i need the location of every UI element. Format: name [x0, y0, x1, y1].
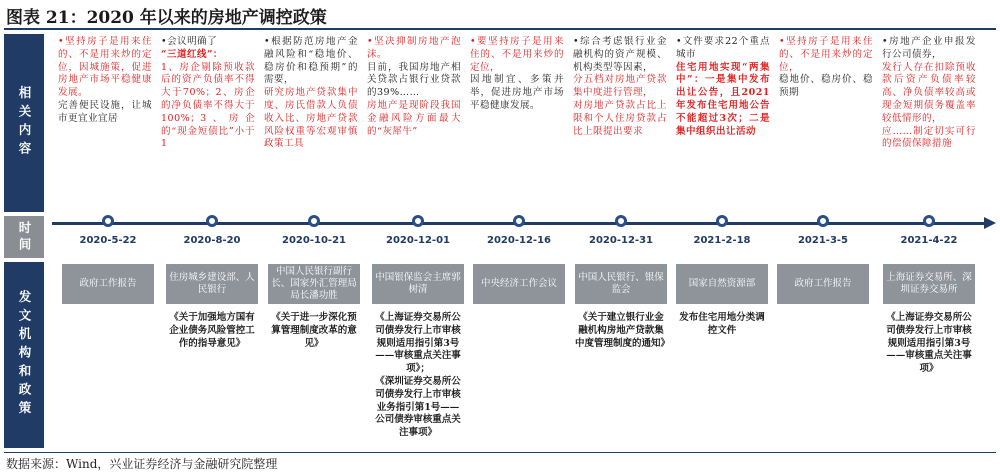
policy-text: 完善便民设施，让城市更宜业宜居: [58, 99, 152, 124]
timeline-date: 2021-4-22: [900, 235, 958, 246]
sidebar-related-label: 相关内容: [4, 34, 44, 212]
issuing-institution: 国家自然资源部: [676, 264, 768, 304]
title-divider: [4, 28, 996, 30]
policy-text: “三道红线”：: [161, 48, 223, 60]
policy-text: 目前，我国房地产相关贷款占银行业贷款的39%……: [367, 61, 461, 99]
policy-text: •坚持房子是用来住的、不是用来炒的定位，因城施策，促进房地产市场平稳健康发展。: [58, 36, 152, 99]
policy-text: 1、房企剔除预收款后的资产负债率不得大于70%；2、房企的净负债率不得大于100%；3、房企的“现金短债比”小于1: [161, 61, 255, 150]
policy-text: 应……制定切实可行的偿债保障措施: [882, 125, 976, 150]
issuing-institution: 中国银保监会主席郭树清: [372, 264, 464, 304]
document-title: 《深圳证券交易所公司债券发行上市审核业务指引第1号——公司债券审核重点关注事项》: [375, 375, 461, 439]
footer-divider: [4, 452, 996, 453]
timeline-date: 2020-12-31: [589, 235, 653, 246]
document-title: 《关于加强地方国有企业债务风险管控工作的指导意见》: [169, 312, 255, 349]
policy-text: •会议明确了: [161, 36, 218, 47]
timeline-node: [817, 215, 829, 227]
policy-text: •坚决抑制房地产泡沫。: [367, 36, 461, 60]
policy-text: •综合考虑银行业金融机构的资产规模、机构类型等因素，: [573, 36, 667, 73]
policy-document: [575, 312, 671, 350]
policy-content: [58, 36, 152, 212]
timeline-node: [513, 215, 525, 227]
policy-text: 分五档对房地产贷款集中度进行管理，: [573, 74, 667, 99]
timeline-node: [716, 215, 728, 227]
policy-text: 稳地价、稳房价、稳预期: [779, 74, 873, 99]
policy-text: 房地产是现阶段我国金融风险方面最大的“灰犀牛”: [367, 99, 461, 137]
policy-text: 研究房地产贷款集中度、房氏借款人负债收入比、房地产贷款风险权重等宏观审慎政策工具: [264, 87, 358, 150]
policy-text: •要坚持房子是用来住的、不是用来炒的定位，: [470, 36, 564, 73]
timeline-arrow-icon: [984, 217, 996, 229]
timeline-node: [102, 215, 114, 227]
source-note: 数据来源：Wind，兴业证券经济与金融研究院整理: [6, 457, 278, 471]
policy-text: 发行人存在扣除预收款后资产负债率较高、净负债率较高或现金短期债务覆盖率较低情形的，: [882, 61, 976, 124]
policy-content: [779, 36, 873, 212]
policy-content: [676, 36, 770, 212]
policy-text: 对房地产贷款占比上限和个人住房贷款占比上限提出要求: [573, 99, 667, 137]
timeline-node: [206, 215, 218, 227]
document-title: 发布住宅用地分类调控文件: [679, 312, 765, 336]
issuing-institution: 中国人民银行副行长、国家外汇管理局局长潘功胜: [268, 264, 360, 304]
document-title: 《上海证券交易所公司债券发行上市审核规则适用指引第3号——审核重点关注事项》；: [375, 312, 461, 375]
timeline-node: [923, 215, 935, 227]
policy-text: •坚持房子是用来住的、不是用来炒的定位，: [779, 36, 873, 73]
issuing-institution: 上海证券交易所、深圳证券交易所: [883, 264, 975, 304]
policy-text: •房地产企业申报发行公司债券，: [882, 36, 976, 60]
timeline-date: 2020-5-22: [79, 235, 137, 246]
policy-content: [470, 36, 564, 212]
policy-content: [161, 36, 255, 212]
issuing-institution: 政府工作报告: [777, 264, 869, 304]
policy-text: 因地制宜、多策并举，促进房地产市场平稳健康发展。: [470, 74, 564, 111]
timeline-date: 2020-12-16: [487, 235, 551, 246]
timeline-node: [615, 215, 627, 227]
policy-document: [676, 312, 768, 338]
issuing-institution: 中央经济工作会议: [473, 264, 565, 304]
document-title: 《关于进一步深化预算管理制度改革的意见》: [271, 312, 357, 349]
policy-document: [166, 312, 258, 350]
sidebar-time-label: 时间: [4, 216, 44, 258]
issuing-institution: 中国人民银行、银保监会: [575, 264, 667, 304]
policy-content: [367, 36, 461, 212]
policy-text: •文件要求22个重点城市: [676, 36, 770, 60]
policy-text: 住宅用地实现“两集中”：一是集中发布出让公告，且2021年发布住宅用地公告不能超过3次；二是集中组织出让活动: [676, 61, 770, 137]
timeline-node: [412, 215, 424, 227]
timeline-node: [308, 215, 320, 227]
policy-content: [264, 36, 358, 212]
document-title: 《关于建立银行业金融机构房地产贷款集中度管理制度的通知》: [575, 312, 671, 349]
sidebar-issuer-label: 发文机构和政策: [4, 262, 44, 448]
timeline-date: 2021-2-18: [693, 235, 751, 246]
policy-content: [573, 36, 667, 212]
timeline-date: 2021-3-5: [797, 235, 849, 246]
issuing-institution: 政府工作报告: [62, 264, 154, 304]
timeline-date: 2020-12-01: [386, 235, 450, 246]
issuing-institution: 住房城乡建设部、人民银行: [166, 264, 258, 304]
policy-document: [883, 312, 975, 376]
document-title: 《上海证券交易所公司债券发行上市审核规则适用指引第3号——审核重点关注事项》: [886, 312, 972, 375]
policy-document: [372, 312, 464, 440]
timeline-date: 2020-10-21: [282, 235, 346, 246]
policy-document: [268, 312, 360, 350]
page-title: 图表 21：2020 年以来的房地产调控政策: [6, 8, 327, 28]
timeline-date: 2020-8-20: [183, 235, 241, 246]
policy-content: [882, 36, 976, 212]
policy-text: •根据防范房地产金融风险和“稳地价、稳房价和稳预期”的需要，: [264, 36, 358, 86]
